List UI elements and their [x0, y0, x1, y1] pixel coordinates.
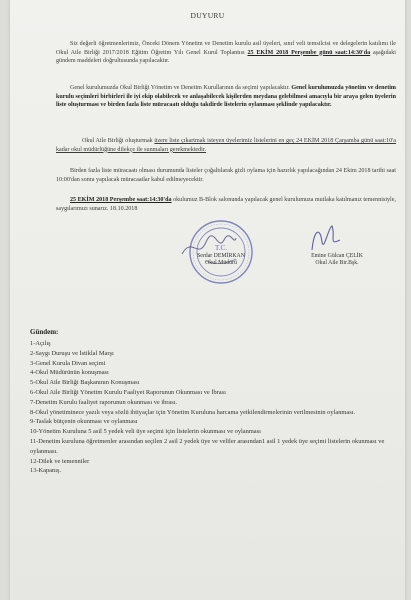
agenda-item: 13-Kapanış. — [30, 467, 62, 475]
agenda-list — [30, 339, 400, 476]
document-title: DUYURU — [190, 11, 225, 20]
agenda-item: 5-Okul Aile Birliği Başkanının Konuşması — [30, 379, 140, 387]
agenda-item: 1-Açılış — [30, 340, 51, 347]
paragraph-elections — [56, 84, 396, 110]
chairperson-role: Okul Aile Bir.Bşk. — [315, 260, 359, 267]
agenda-title: Gündem: — [30, 328, 59, 336]
agenda-item: 11-Denetim kuruluna öğretmenler arasından seçilen 2 asil 2 yedek üye ve veliler arasından1 asil 1 yedek üye seçimi listelerin okunması ve oylanması. — [30, 437, 385, 455]
agenda-item: 3-Genel Kurula Divan seçimi — [30, 359, 106, 367]
agenda-item: 6-Okul Aile Birliği Yönetim Kurulu Faaliyet Raporunun Okunması ve İbrası — [30, 388, 226, 396]
lists-deadline-text: üzere liste çıkartmak isteyen üyelerimiz listelerini en geç 24 EKİM 2018 Çarşamba günü saat:10'a kadar okul müdürlüğüne dilekçe ile sunmaları gerekmektedir. — [56, 138, 396, 153]
meeting-date: 25 EKİM 2018 Perşembe günü saat:14:30'da — [247, 49, 371, 56]
paragraph-intro — [56, 40, 396, 66]
paragraph-multiple-lists: Birden fazla liste müracaatı olması durumunda listeler çoğaltılarak gizli oylama için hazırlık yapılacağından 24 Ekim 2018 tarihi saat 10:00'dan sonra yapılacak müracaatlar kabul edilmeyecektir. — [56, 168, 396, 183]
chairperson-name: Emine Gülcan ÇELİK — [311, 253, 363, 259]
intro-text-end: aşağıdaki gündem maddeleri doğrultusunda yapılacaktır. — [56, 49, 396, 65]
seal-text: T.C. — [215, 244, 227, 252]
chairperson-signature-icon — [306, 222, 346, 256]
paragraph-closing — [56, 196, 396, 213]
principal-signature-block — [176, 253, 266, 267]
agenda-item: 4-Okul Müdürünün konuşması — [30, 369, 109, 377]
principal-role: Okul Müdürü — [205, 260, 237, 267]
agenda-item: 10-Yönetim Kuruluna 5 asil 5 yedek veli üye seçimi için listelerin okunması ve oylanması — [30, 428, 261, 436]
agenda-item: 2-Saygı Duruşu ve İstiklal Marşı — [30, 349, 114, 357]
agenda-item: 7-Denetim Kurulu faaliyet raporunun okunması ve ibrası. — [30, 398, 178, 406]
agenda-item: 9-Taslak bütçenin okunması ve oylanması — [30, 418, 138, 426]
document-page — [10, 0, 405, 600]
intro-text: Siz değerli öğretmenlerimiz, Önceki Dönem Yönetim ve Denetim kurulu asil üyeleri, sınıf veli temsilcisi ve delegelerin katılımı ile Okul Aile Birliği 2017/2018 Eğitim Öğretim Yılı Genel Kurul Toplantısı — [56, 41, 396, 56]
closing-text: okulumuz B-Blok salonunda yapılacak genel kurulumuza mutlaka katılmanız temennisiyle, saygılarımızı sunarız. 18.10.2018 — [56, 197, 396, 212]
principal-name: Serdar DEMİRKAN — [197, 253, 245, 259]
elections-bold-text: Genel kurulumuzda yönetim ve denetim kurulu seçimleri birbirleri ile iyi ekip olabilecek ve anlaşabilecek kişilerden meydana gelebilmesi amacıyla bir araya gelen üyelerin liste oluşturması ve birden fazla liste müracaatı olduğu takdirde listelerin oylanması şeklinde yapılacaktır. — [56, 85, 397, 109]
paragraph-lists — [56, 137, 396, 154]
closing-date: 25 EKİM 2018 Perşembe saat:14:30'da — [70, 197, 172, 203]
chairperson-signature-block — [282, 253, 392, 267]
lists-text: Okul Aile Birliği oluşturmak — [82, 138, 155, 144]
agenda-item: 8-Okul yönetiminece yazılı veya sözlü ihtiyaçlar için Yönetim Kuruluna harcama yetkilendirmelerinin verilmesinin oylanması. — [30, 408, 356, 416]
elections-text: Genel kurulumuzda Okul Birliği Yönetim ve Denetim Kurullarının da seçimi yapılacaktır. — [70, 85, 292, 91]
agenda-item: 12-Dilek ve temenniler — [30, 457, 90, 465]
